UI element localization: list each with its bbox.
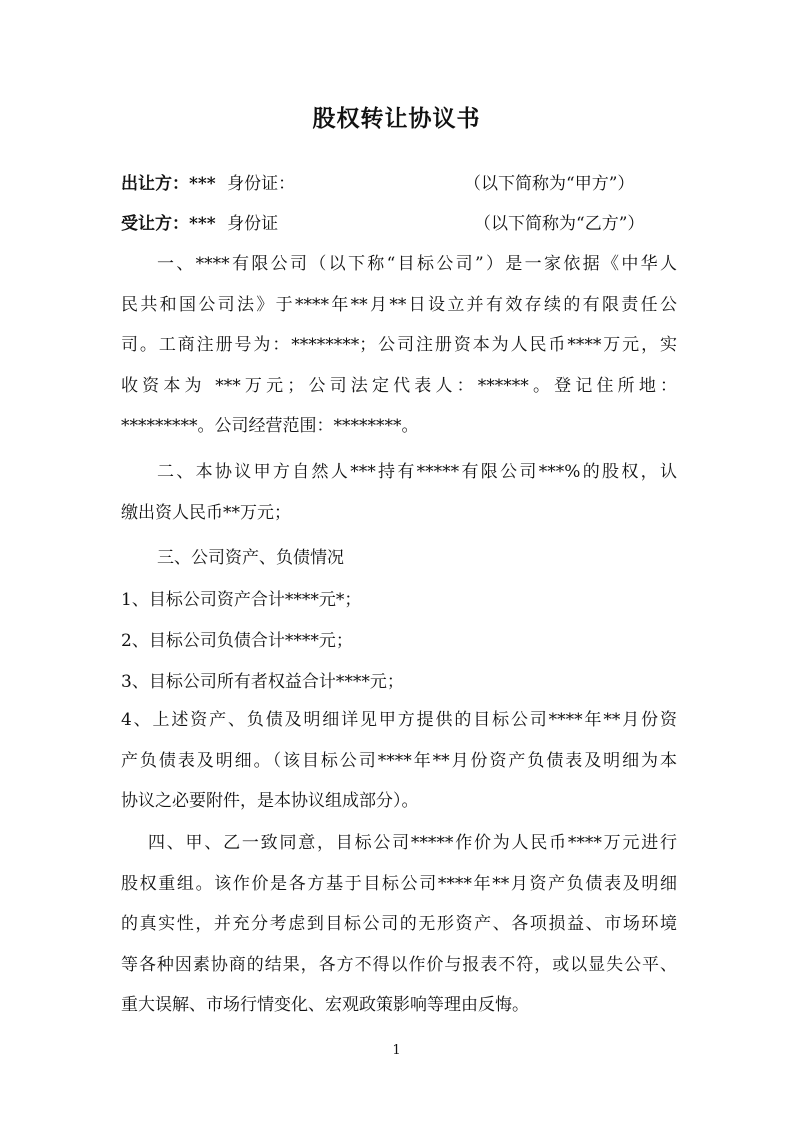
clause-1-line: 一、****有限公司（以下称“目标公司”）是一家依据《中华人 xyxy=(157,254,677,274)
clause-4-line: 四、甲、乙一致同意，目标公司*****作价为人民币****万元进行 xyxy=(148,833,677,853)
page-number: 1 xyxy=(392,1043,401,1058)
clause-4-line: 股权重组。该作价是各方基于目标公司****年**月资产负债表及明细 xyxy=(121,873,677,894)
transferor-id-label: 身份证： xyxy=(227,174,296,194)
clause-3-heading: 三、公司资产、负债情况 xyxy=(157,548,344,568)
asset-item-4-line: 产负债表及明细。（该目标公司****年**月份资产负债表及明细为本 xyxy=(121,750,677,771)
clause-1-line: 司。工商注册号为：********；公司注册资本为人民币****万元，实 xyxy=(121,335,677,355)
asset-item-4-line: 4、上述资产、负债及明细详见甲方提供的目标公司****年**月份资 xyxy=(121,710,677,730)
clause-4 xyxy=(121,823,677,1026)
clause-4-line: 的真实性，并充分考虑到目标公司的无形资产、各项损益、市场环境 xyxy=(121,914,677,934)
transferee-label: 受让方：*** xyxy=(121,214,216,234)
asset-item-1: 1、目标公司资产合计****元*； xyxy=(121,590,362,610)
clause-1 xyxy=(121,244,677,447)
asset-item-3: 3、目标公司所有者权益合计****元； xyxy=(121,672,404,692)
asset-item-4 xyxy=(121,700,677,822)
clause-4-line: 等各种因素协商的结果，各方不得以作价与报表不符，或以显失公平、 xyxy=(121,954,677,975)
clause-2-line: 二、本协议甲方自然人***持有*****有限公司***%的股权，认 xyxy=(157,462,677,482)
transferee-line xyxy=(121,209,645,234)
transferor-line xyxy=(121,169,635,194)
transferee-id-label: 身份证 xyxy=(227,214,279,234)
document-title: 股权转让协议书 xyxy=(312,105,481,132)
clause-1-line: *********。公司经营范围：********。 xyxy=(121,416,419,436)
asset-item-4-line: 协议之必要附件，是本协议组成部分）。 xyxy=(121,791,419,811)
transferee-abbr: （以下简称为“乙方”） xyxy=(474,214,645,234)
clause-2-line: 缴出资人民币**万元； xyxy=(121,502,291,523)
asset-item-2: 2、目标公司负债合计****元； xyxy=(121,631,353,651)
transferor-label: 出让方：*** xyxy=(121,174,216,194)
clause-4-line: 重大误解、市场行情变化、宏观政策影响等理由反悔。 xyxy=(121,995,529,1015)
clause-1-line: 民共和国公司法》于****年**月**日设立并有效存续的有限责任公 xyxy=(121,294,677,315)
clause-1-line: 收资本为 ***万元；公司法定代表人：******。登记住所地： xyxy=(121,375,677,396)
transferor-abbr: （以下简称为“甲方”） xyxy=(464,174,635,194)
clause-2 xyxy=(121,452,677,533)
